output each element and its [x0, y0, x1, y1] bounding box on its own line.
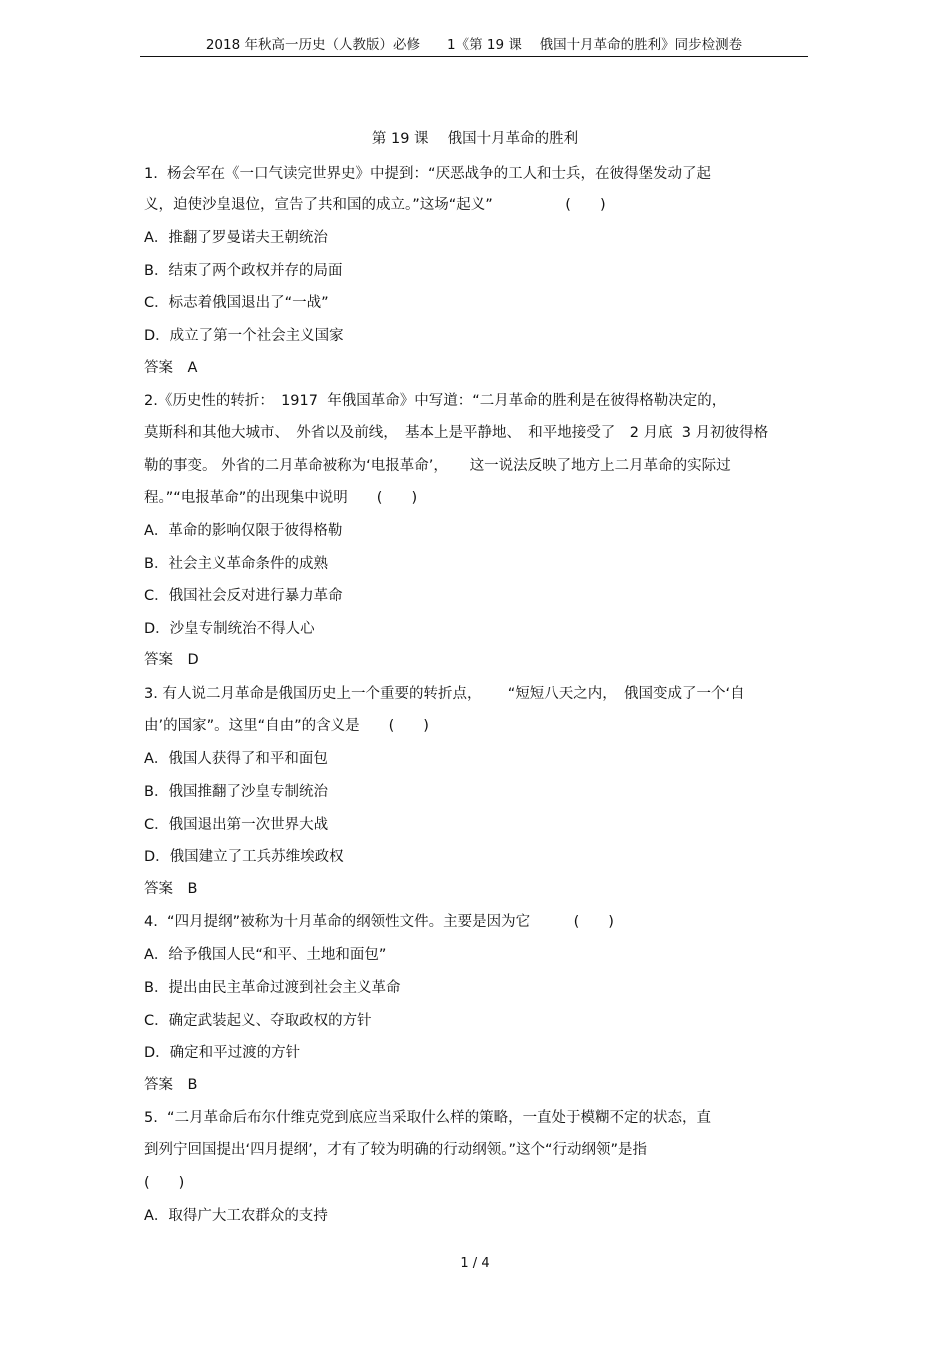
- q3-option-d: D．俄国建立了工兵苏维埃政权: [144, 849, 344, 865]
- q3-stem-line-1: 3. 有人说二月革命是俄国历史上一个重要的转折点， “短短八天之内， 俄国变成了一个‘自: [144, 686, 745, 702]
- q1-option-b: B．结束了两个政权并存的局面: [144, 263, 343, 279]
- page-number: 1 / 4: [460, 1256, 490, 1271]
- q1-option-a: A．推翻了罗曼诺夫王朝统治: [144, 230, 328, 246]
- q2-answer: 答案 D: [144, 652, 199, 668]
- q4-option-b: B．提出由民主革命过渡到社会主义革命: [144, 980, 401, 996]
- q3-option-a: A．俄国人获得了和平和面包: [144, 751, 328, 767]
- q4-option-c: C．确定武装起义、夺取政权的方针: [144, 1013, 372, 1029]
- q2-stem-line-2: 莫斯科和其他大城市、 外省以及前线， 基本上是平静地、 和平地接受了 2 月底 3 月初彼得格: [144, 425, 769, 441]
- q2-option-d: D．沙皇专制统治不得人心: [144, 621, 315, 637]
- q3-option-c: C．俄国退出第一次世界大战: [144, 817, 329, 833]
- q1-answer: 答案 A: [144, 360, 198, 376]
- q3-answer: 答案 B: [144, 881, 198, 897]
- q4-option-a: A．给予俄国人民“和平、土地和面包”: [144, 947, 387, 963]
- q2-option-c: C．俄国社会反对进行暴力革命: [144, 588, 343, 604]
- q4-option-d: D．确定和平过渡的方针: [144, 1045, 301, 1061]
- q1-stem-line-2: 义，迫使沙皇退位，宣告了共和国的成立。”这场“起义” ( ): [144, 197, 606, 213]
- q1-stem-line-1: 1. 杨会军在《一口气读完世界史》中提到：“厌恶战争的工人和士兵，在彼得堡发动了起: [144, 166, 712, 182]
- q3-option-b: B．俄国推翻了沙皇专制统治: [144, 784, 328, 800]
- q3-stem-line-2: 由’的国家”。这里“自由”的含义是 ( ): [144, 718, 429, 734]
- q2-option-b: B．社会主义革命条件的成熟: [144, 556, 328, 572]
- q2-stem-line-1: 2.《历史性的转折： 1917 年俄国革命》中写道：“二月革命的胜利是在彼得格勒决定的，: [144, 393, 727, 409]
- running-header: 2018 年秋高一历史（人教版）必修 1《第 19 课 俄国十月革命的胜利》同步检测卷: [140, 34, 808, 57]
- lesson-title: 第 19 课 俄国十月革命的胜利: [371, 131, 579, 147]
- q5-stem-line-3: ( ): [144, 1175, 185, 1191]
- q5-option-a: A．取得广大工农群众的支持: [144, 1208, 328, 1224]
- q5-stem-line-1: 5. “二月革命后布尔什维克党到底应当采取什么样的策略，一直处于模糊不定的状态，直: [144, 1110, 712, 1126]
- q4-answer: 答案 B: [144, 1077, 198, 1093]
- q2-stem-line-4: 程。”“电报革命”的出现集中说明 ( ): [144, 490, 418, 506]
- q5-stem-line-2: 到列宁回国提出‘四月提纲’，才有了较为明确的行动纲领。”这个“行动纲领”是指: [144, 1142, 648, 1158]
- q1-option-c: C．标志着俄国退出了“一战”: [144, 295, 329, 311]
- q2-stem-line-3: 勒的事变。 外省的二月革命被称为‘电报革命’， 这一说法反映了地方上二月革命的实际过: [144, 458, 731, 474]
- q4-stem-line-1: 4. “四月提纲”被称为十月革命的纲领性文件。主要是因为它 ( ): [144, 914, 614, 930]
- q2-option-a: A．革命的影响仅限于彼得格勒: [144, 523, 343, 539]
- q1-option-d: D．成立了第一个社会主义国家: [144, 328, 344, 344]
